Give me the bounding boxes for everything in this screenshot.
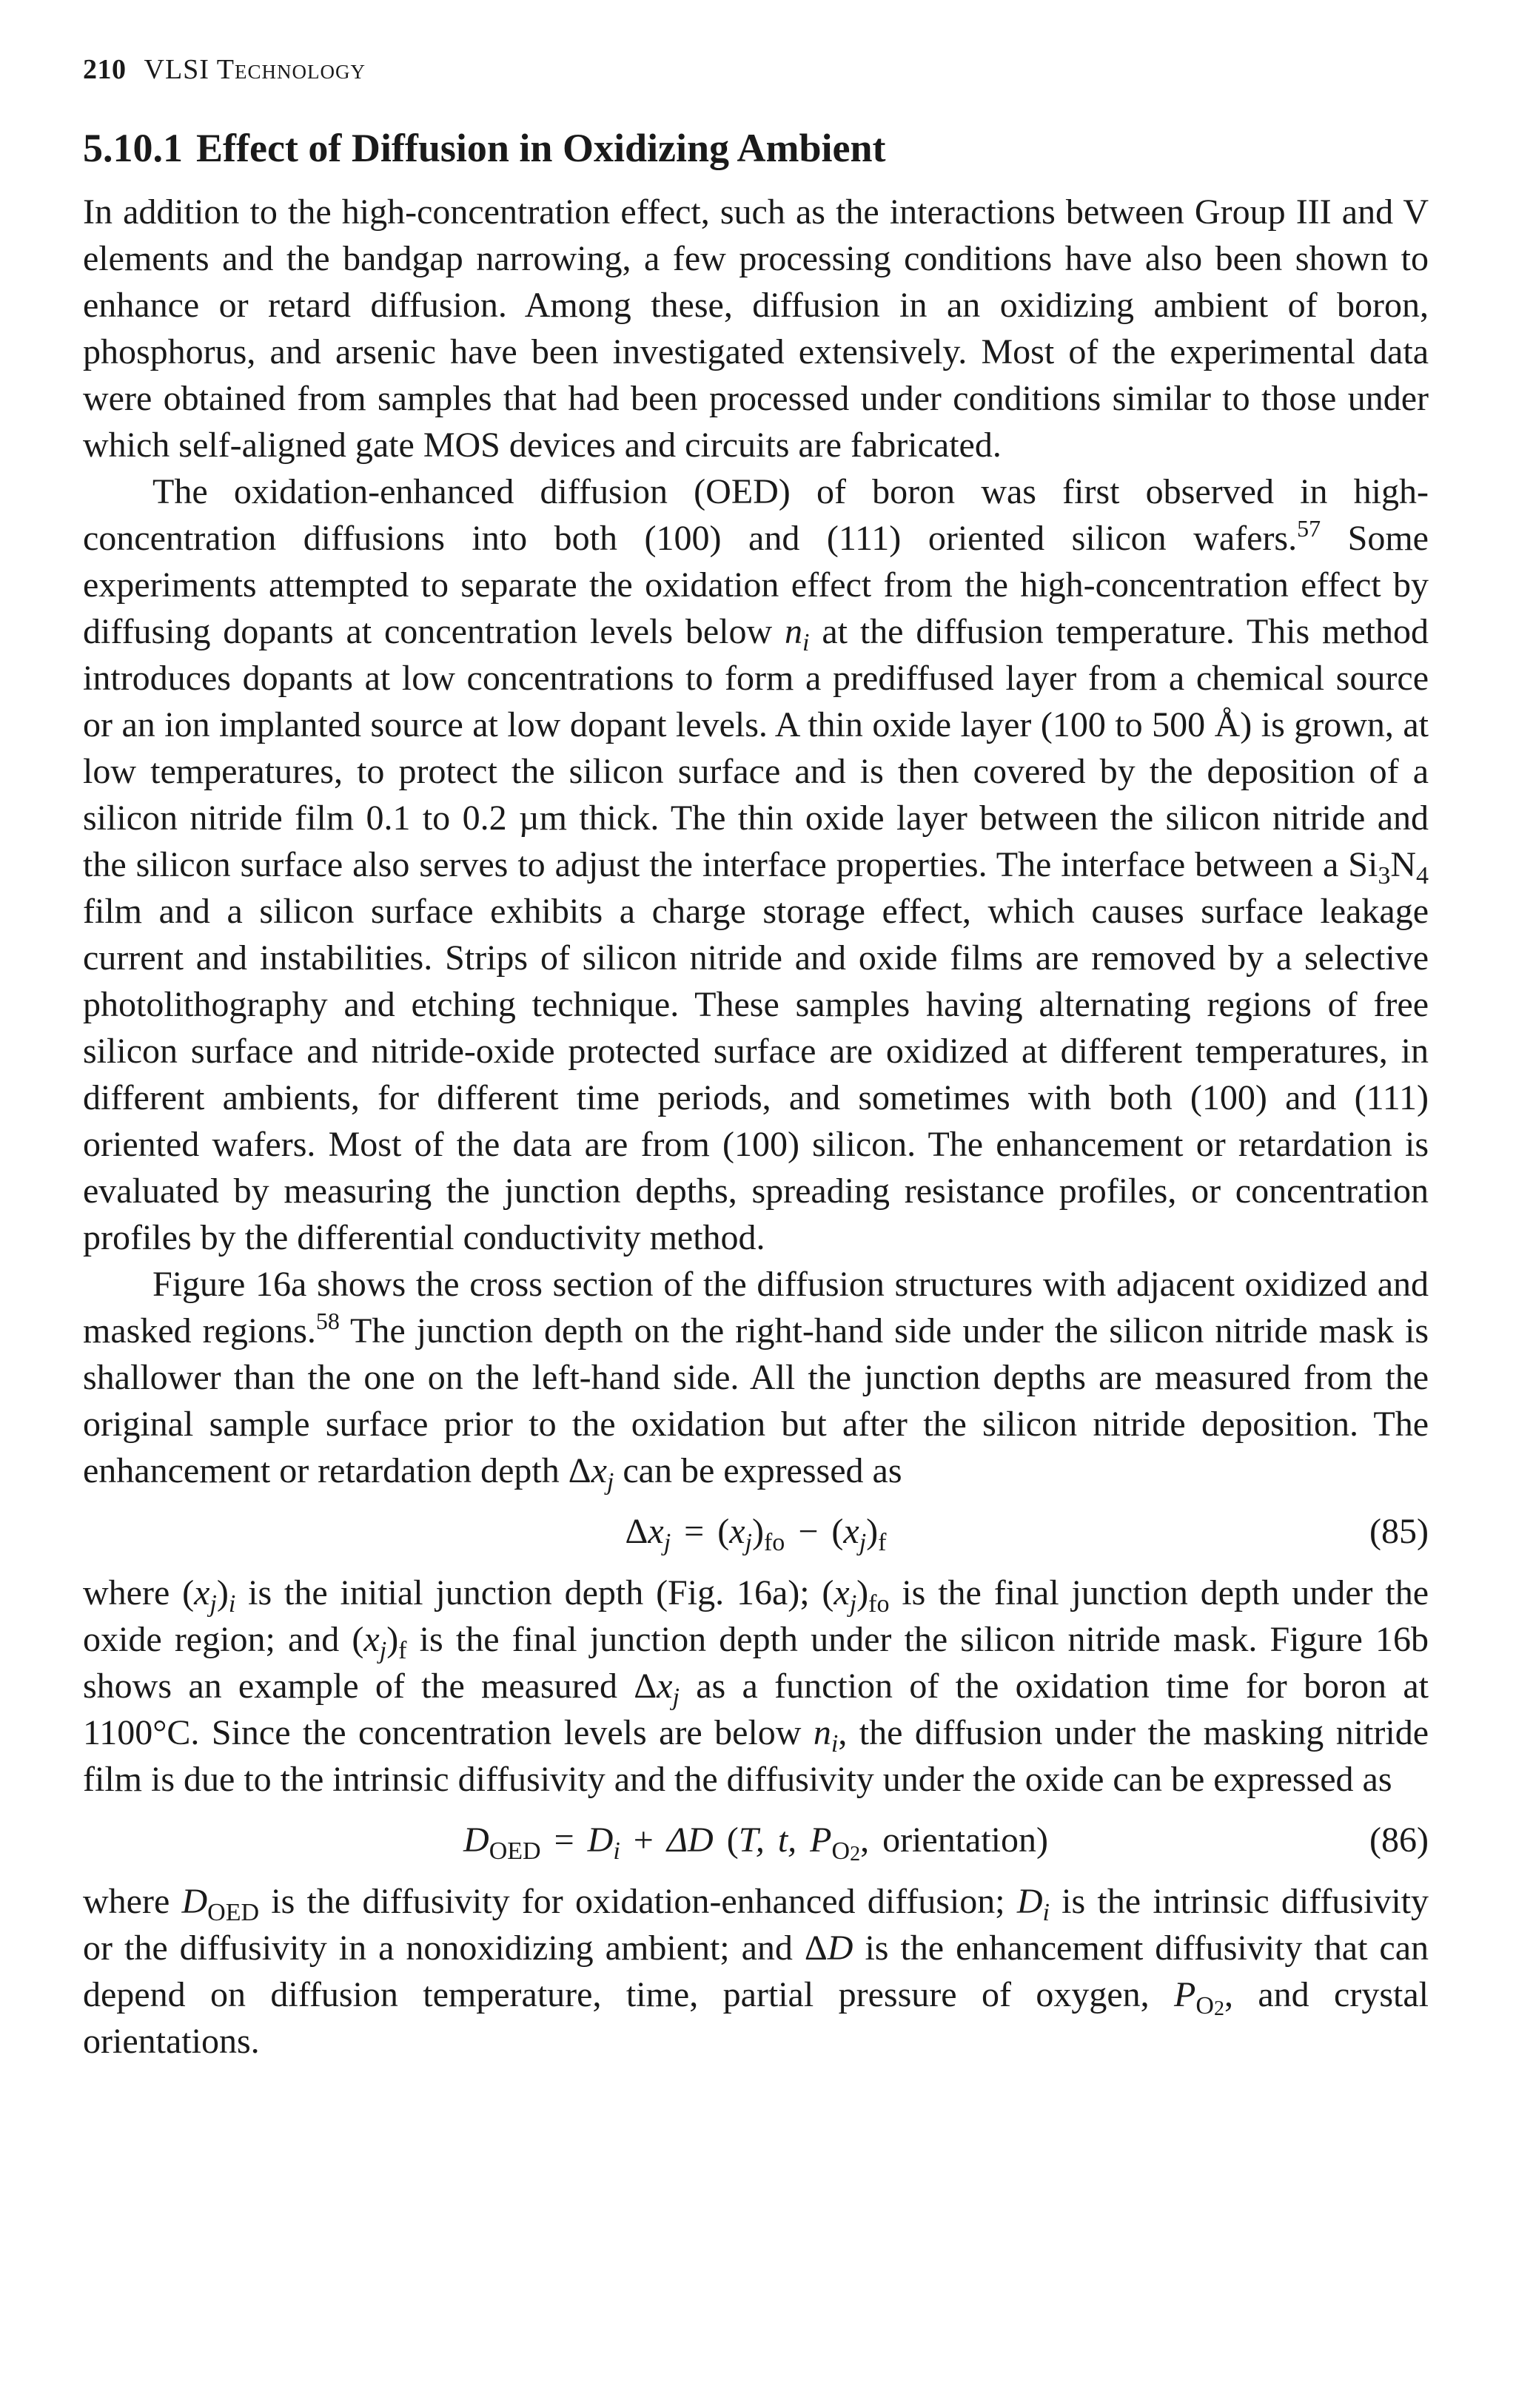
eq86-lparen: ( — [726, 1820, 739, 1860]
paragraph-3-text-b: The junction depth on the right-hand side under the silicon nitride mask is shallower than the one on the left-hand side. All the junction depths are measured from the original sample surface prior to the oxidation but after the silicon nitride deposition. The enhancement or retardation depth Δ — [83, 1311, 1429, 1490]
p4-x3-sub: j — [379, 1636, 387, 1664]
equation-86-expression — [83, 1807, 1429, 1874]
eq86-di: D — [587, 1820, 614, 1860]
p4-x1: x — [194, 1573, 210, 1612]
p5-di: D — [1016, 1881, 1043, 1921]
p5-p-sub: O — [1195, 1991, 1214, 2019]
p4-f-sub: f — [398, 1636, 407, 1664]
eq86-plus: + — [633, 1820, 654, 1860]
eq85-lparen2: ( — [831, 1511, 844, 1551]
p4-paren3: ) — [386, 1619, 399, 1659]
p4-n: n — [813, 1712, 831, 1752]
paragraph-3-text-c: can be expressed as — [614, 1450, 902, 1490]
p4-x1-sub: j — [209, 1590, 217, 1618]
eq86-d: D — [463, 1820, 489, 1860]
eq86-orientation: orientation) — [882, 1820, 1048, 1860]
p4-x2: x — [834, 1573, 850, 1612]
eq86-t-small: t, — [777, 1820, 797, 1860]
eq86-i: i — [613, 1837, 620, 1865]
eq85-minus: − — [798, 1511, 819, 1551]
equation-85-expression — [83, 1499, 1429, 1565]
paragraph-5-text-a: where — [83, 1881, 182, 1921]
eq85-x2: x — [729, 1511, 745, 1551]
paragraph-2 — [83, 468, 1429, 1261]
eq85-x3: x — [843, 1511, 859, 1551]
p4-x2-sub: j — [849, 1590, 857, 1618]
p4-paren2: ) — [856, 1573, 869, 1612]
symbol-ni: n — [785, 611, 803, 651]
reference-58: 58 — [315, 1307, 340, 1334]
n4-sub: 4 — [1416, 861, 1429, 889]
paragraph-5 — [83, 1878, 1429, 2065]
p5-dd: D — [827, 1928, 853, 1968]
equation-86 — [83, 1807, 1429, 1874]
p4-x4: x — [657, 1666, 673, 1706]
equation-86-number: (86) — [1369, 1820, 1429, 1860]
eq86-p: P — [810, 1820, 832, 1860]
paragraph-2-text-b: Some experiments attempted to separate the oxidation effect from the high-concentration effect by diffusing dopants at concentration levels below — [83, 518, 1429, 651]
paragraph-3 — [83, 1261, 1429, 1494]
p4-n-sub: i — [831, 1729, 839, 1758]
paragraph-4-text-e: as a function of the oxidation time for boron at 1100°C. Since the concentration levels are below — [83, 1666, 1429, 1752]
p5-p: P — [1174, 1974, 1196, 2014]
equation-85-number: (85) — [1369, 1511, 1429, 1551]
n4-symbol: N — [1390, 844, 1416, 884]
book-title: VLSI Technology — [144, 54, 366, 85]
eq86-comma: , — [860, 1820, 870, 1860]
page-number: 210 — [83, 54, 127, 85]
eq85-rparen: ) — [752, 1511, 764, 1551]
p5-d-sub: OED — [207, 1898, 260, 1926]
symbol-xj: x — [591, 1450, 607, 1490]
eq85-f: f — [878, 1528, 887, 1556]
section-number: 5.10.1 — [83, 126, 183, 170]
paragraph-5-text-c: is the intrinsic diffusivity or the diffusivity in a nonoxidizing ambient; and Δ — [83, 1881, 1429, 1968]
section-heading — [83, 124, 1429, 172]
paragraph-2-text-d: film and a silicon surface exhibits a charge storage effect, which causes surface leakage current and instabilities. Strips of silicon nitride and oxide films are removed by a selective photolithography and etching technique. These samples having alternating regions of free silicon surface and nitride-oxide protected surface are oxidized at different temperatures, in different ambients, for different time periods, and sometimes with both (100) and (111) oriented wafers. Most of the data are from (100) silicon. The enhancement or retardation is evaluated by measuring the junction depths, spreading resistance profiles, or concentration profiles by the differential conductivity method. — [83, 891, 1429, 1257]
p4-paren1: ) — [216, 1573, 229, 1612]
eq86-t-cap: T, — [738, 1820, 765, 1860]
eq85-j2: j — [745, 1528, 752, 1556]
eq86-o: O — [831, 1837, 851, 1865]
paragraph-2-text-c: at the diffusion temperature. This method introduces dopants at low concentrations to form a prediffused layer from a chemical source or an ion implanted source at low dopant levels. A thin oxide layer (100 to 500 Å) is grown, at low temperatures, to protect the silicon surface and is then covered by the deposition of a silicon nitride film 0.1 to 0.2 µm thick. The thin oxide layer between the silicon nitride and the silicon surface also serves to adjust the interface properties. The interface between a Si — [83, 611, 1429, 884]
p4-x4-sub: j — [672, 1683, 680, 1711]
p5-d: D — [181, 1881, 208, 1921]
p5-di-sub: i — [1042, 1898, 1050, 1926]
p5-p-sub2: 2 — [1213, 1997, 1224, 2020]
symbol-xj-sub: j — [606, 1467, 614, 1496]
paragraph-3-text-a: Figure 16a shows the cross section of the diffusion structures with adjacent oxidized and masked regions. — [83, 1264, 1429, 1351]
section-title: Effect of Diffusion in Oxidizing Ambient — [196, 126, 886, 170]
eq85-x: x — [648, 1511, 664, 1551]
paragraph-1: In addition to the high-concentration effect, such as the interactions between Group III and V elements and the bandgap narrowing, a few processing conditions have also been shown to enhance or retard diffusion. Among these, diffusion in an oxidizing ambient of boron, phosphorus, and arsenic have been investigated extensively. Most of the experimental data were obtained from samples that had been processed under conditions similar to those under which self-aligned gate MOS devices and circuits are fabricated. — [83, 192, 1429, 465]
p4-fo-sub: fo — [868, 1590, 890, 1618]
paragraph-4-text-c: is the final junction depth under the oxide region; and ( — [83, 1573, 1429, 1659]
eq85-j: j — [663, 1528, 671, 1556]
eq85-rparen2: ) — [866, 1511, 879, 1551]
eq85-delta: Δ — [625, 1511, 648, 1551]
eq86-oed: OED — [489, 1837, 541, 1865]
equation-85 — [83, 1499, 1429, 1565]
eq86-two: 2 — [850, 1842, 861, 1866]
reference-57: 57 — [1297, 514, 1321, 542]
p4-i-sub: i — [228, 1590, 236, 1618]
eq86-delta-d: ΔD — [666, 1820, 714, 1860]
paragraph-4-text-b: is the initial junction depth (Fig. 16a); ( — [235, 1573, 834, 1612]
eq85-j3: j — [859, 1528, 867, 1556]
p4-x3: x — [363, 1619, 380, 1659]
eq85-equals: = — [684, 1511, 705, 1551]
paragraph-4 — [83, 1570, 1429, 1803]
si3-sub: 3 — [1378, 861, 1391, 889]
eq85-fo: fo — [763, 1528, 785, 1556]
paragraph-5-text-e: is the enhancement diffusivity that can depend on diffusion temperature, time, partial pressure of oxygen, — [83, 1928, 1429, 2014]
running-head — [83, 53, 1429, 86]
eq86-equals: = — [554, 1820, 574, 1860]
paragraph-2-text-a: The oxidation-enhanced diffusion (OED) of boron was first observed in high-concentration diffusions into both (100) and (111) oriented silicon wafers. — [83, 471, 1429, 558]
symbol-ni-sub: i — [802, 628, 810, 656]
paragraph-4-text-a: where ( — [83, 1573, 195, 1612]
paragraph-4-text-f: , the diffusion under the masking nitride film is due to the intrinsic diffusivity and the diffusivity under the oxide can be expressed as — [83, 1712, 1429, 1799]
eq85-lparen: ( — [717, 1511, 730, 1551]
paragraph-5-text-b: is the diffusivity for oxidation-enhanced diffusion; — [259, 1881, 1017, 1921]
paragraph-5-text-f: , and crystal orientations. — [83, 1974, 1429, 2061]
paragraph-4-text-d: is the final junction depth under the silicon nitride mask. Figure 16b shows an example of the measured Δ — [83, 1619, 1429, 1706]
